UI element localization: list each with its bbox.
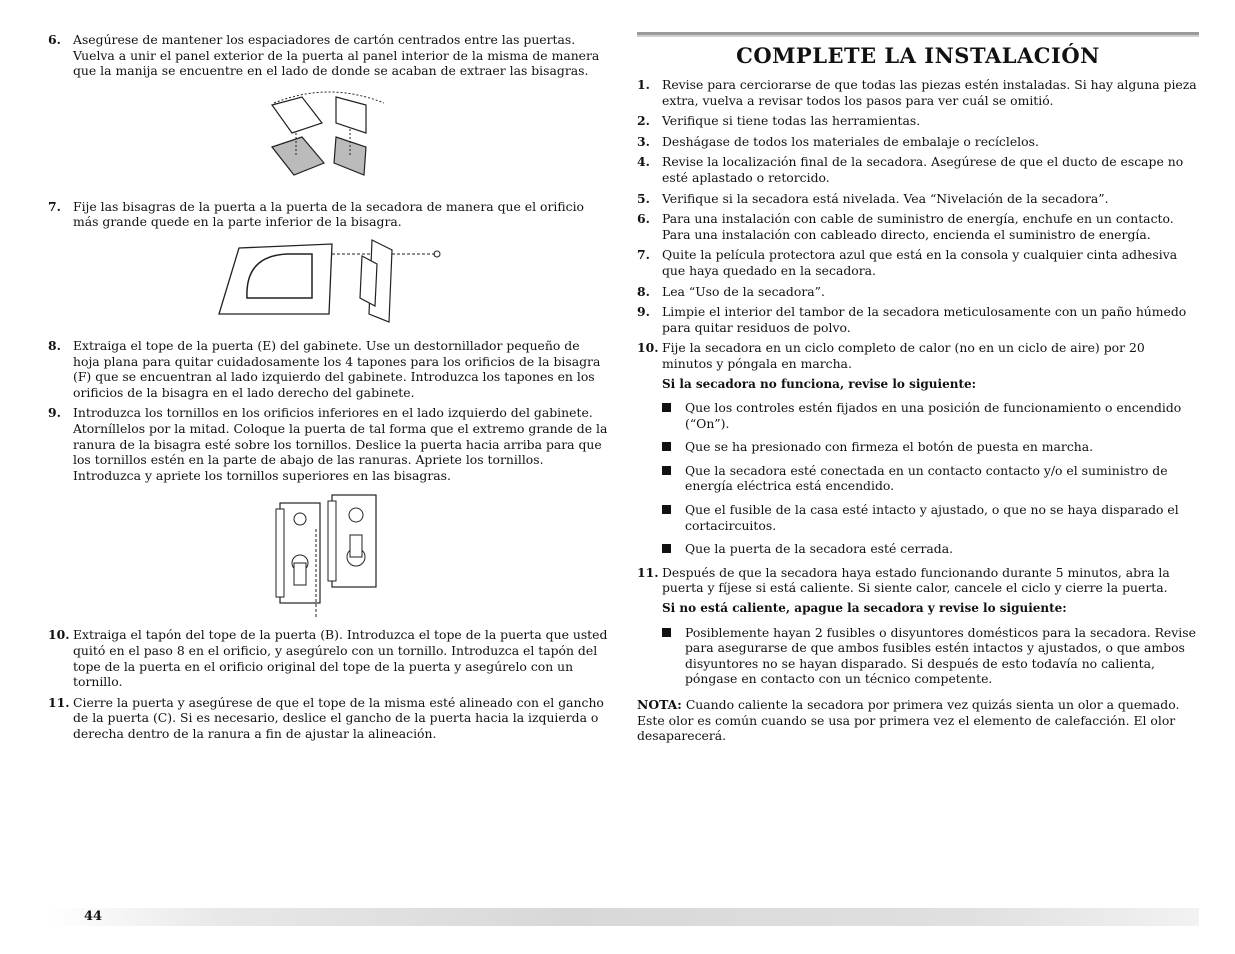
step-number: 2. [637, 113, 650, 129]
step-text: Quite la película protectora azul que está en la consola y cualquier cinta adhesiva que haya quedado en la secadora. [662, 247, 1178, 278]
step-text: Extraiga el tope de la puerta (E) del gabinete. Use un destornillador pequeño de hoja plana para quitar cuidadosamente los 4 tapones para los orificios de la bisagra (F) que se encuentran al lado izquierdo del gabinete. Introduzca los tapones en los orificios de la bisagra en el lado derecho del gabinete. [73, 337, 601, 400]
step-left-9 [48, 405, 610, 483]
step-text: Después de que la secadora haya estado funcionando durante 5 minutos, abra la puerta y fíjese si está caliente. Si siente calor, cancele el ciclo y cierre la puerta. [662, 564, 1170, 596]
list-item [637, 463, 1199, 494]
door-panels-illustration [254, 85, 404, 189]
list-item [637, 400, 1199, 431]
step-text: Deshágase de todos los materiales de embalaje o recíclelos. [662, 133, 1039, 149]
bullet-square-icon [662, 442, 671, 451]
step-left-6 [48, 32, 610, 79]
bullet-square-icon [662, 505, 671, 514]
list-item-text: Que los controles estén fijados en una posición de funcionamiento o encendido (“On”). [685, 400, 1182, 431]
step-text: Revise la localización final de la secadora. Asegúrese de que el ducto de escape no esté aplastado o retorcido. [662, 154, 1184, 185]
step-number: 11. [637, 564, 659, 580]
step-number: 8. [637, 283, 650, 299]
step-number: 9. [637, 304, 650, 320]
step-number: 3. [637, 133, 650, 149]
left-column [48, 32, 610, 746]
step-left-8 [48, 338, 610, 400]
step-right-7 [637, 247, 1199, 278]
hinge-slot-illustration [274, 489, 384, 617]
step-number: 6. [637, 211, 650, 227]
step-right-3 [637, 134, 1199, 150]
bullet-square-icon [662, 466, 671, 475]
list-item [637, 439, 1199, 455]
step-right-8 [637, 284, 1199, 300]
step-right-4 [637, 154, 1199, 185]
bullet-square-icon [662, 544, 671, 553]
list-item-text: Que el fusible de la casa esté intacto y ajustado, o que no se haya disparado el cortacircuitos. [685, 502, 1179, 533]
step-text: Limpie el interior del tambor de la secadora meticulosamente con un paño húmedo para quitar residuos de polvo. [662, 304, 1187, 335]
step-number: 7. [637, 247, 650, 263]
step-right-9 [637, 304, 1199, 335]
step-text: Extraiga el tapón del tope de la puerta (B). Introduzca el tope de la puerta que usted quitó en el paso 8 en el orificio, y asegúrelo con un tornillo. Introduzca el tapón del tope de la puerta en el orificio original del tope de la puerta y asegúrelo con un tornillo. [73, 627, 608, 690]
note-paragraph [637, 697, 1199, 744]
step-number: 5. [637, 190, 650, 206]
step-number: 6. [48, 32, 61, 47]
step-number: 10. [637, 340, 659, 356]
page-footer-bar [48, 908, 1199, 926]
step-text: Verifique si la secadora está nivelada. Vea “Nivelación de la secadora”. [662, 190, 1109, 206]
step-number: 9. [48, 405, 61, 421]
list-item-text: Que la puerta de la secadora esté cerrada. [685, 541, 954, 557]
step-right-5 [637, 191, 1199, 207]
check-heading-no-heat: Si no está caliente, apague la secadora y revise lo siguiente: [662, 601, 1067, 616]
list-item [637, 502, 1199, 533]
step-left-10 [48, 627, 610, 689]
step-left-11 [48, 695, 610, 742]
step-right-2 [637, 113, 1199, 129]
check-list-no-heat [637, 625, 1199, 687]
step-number: 4. [637, 154, 650, 170]
step-text: Para una instalación con cable de suministro de energía, enchufe en un contacto. Para una instalación con cableado directo, encienda el suministro de energía. [662, 211, 1174, 242]
bullet-square-icon [662, 403, 671, 412]
list-item-text: Que la secadora esté conectada en un contacto contacto y/o el suministro de energía eléctrica está encendido. [685, 462, 1168, 494]
note-label: NOTA: [637, 697, 682, 712]
check-list-no-run [637, 400, 1199, 557]
step-number: 10. [48, 627, 70, 643]
step-text: Asegúrese de mantener los espaciadores de cartón centrados entre las puertas. Vuelva a unir el panel exterior de la puerta al panel interior de la misma de manera que la manija se encuentre en el lado de donde se acaban de extraer las bisagras. [73, 32, 600, 79]
list-item [637, 541, 1199, 557]
list-item [637, 625, 1199, 687]
step-number: 1. [637, 77, 650, 92]
step-number: 7. [48, 198, 61, 214]
step-number: 11. [48, 694, 70, 710]
step-text: Introduzca los tornillos en los orificios inferiores en el lado izquierdo del gabinete. Atorníllelos por la mitad. Coloque la puerta de tal forma que el extremo grande de la ranura de la bisagra esté sobre los tornillos. Deslice la puerta hacia arriba para que los tornillos estén en la parte de abajo de las ranuras. Apriete los tornillos. Introduzca y apriete los tornillos superiores en las bisagras. [73, 405, 608, 483]
step-left-7 [48, 199, 610, 230]
list-item-text: Que se ha presionado con firmeza el botón de puesta en marcha. [685, 439, 1094, 455]
step-text: Verifique si tiene todas las herramientas. [662, 113, 921, 129]
bullet-square-icon [662, 628, 671, 637]
step-right-1 [637, 77, 1199, 108]
section-header-rule [637, 32, 1199, 37]
note-text: Cuando caliente la secadora por primera vez quizás sienta un olor a quemado. Este olor es común cuando se usa por primera vez el elemento de calefacción. El olor desaparecerá. [637, 697, 1180, 744]
list-item-text: Posiblemente hayan 2 fusibles o disyuntores domésticos para la secadora. Revise para asegurarse de que ambos fusibles estén intactos y ajustados, o que ambos disyuntores no se hayan disparado. Si después de esto todavía no calienta, póngase en contacto con un técnico competente. [685, 624, 1196, 687]
step-text: Lea “Uso de la secadora”. [662, 283, 825, 299]
step-text: Fije las bisagras de la puerta a la puerta de la secadora de manera que el orificio más grande quede en la parte inferior de la bisagra. [73, 198, 584, 230]
right-column [637, 32, 1199, 744]
hinge-attach-illustration [217, 236, 442, 328]
step-right-10 [637, 340, 1199, 371]
step-right-6 [637, 211, 1199, 242]
step-text: Revise para cerciorarse de que todas las piezas estén instaladas. Si hay alguna pieza extra, vuelva a revisar todos los pasos para ver cuál se omitió. [662, 77, 1197, 108]
install-steps [637, 77, 1199, 372]
step-text: Fije la secadora en un ciclo completo de calor (no en un ciclo de aire) por 20 minutos y póngala en marcha. [662, 340, 1145, 371]
page-number: 44 [84, 909, 103, 924]
section-title: COMPLETE LA INSTALACIÓN [736, 43, 1100, 68]
step-number: 8. [48, 337, 61, 353]
step-right-11 [637, 565, 1199, 596]
step-text: Cierre la puerta y asegúrese de que el tope de la misma esté alineado con el gancho de la puerta (C). Si es necesario, deslice el gancho de la puerta hacia la izquierda o derecha dentro de la ranura a fin de ajustar la alineación. [73, 694, 604, 741]
check-heading-no-run: Si la secadora no funciona, revise lo siguiente: [662, 376, 977, 391]
